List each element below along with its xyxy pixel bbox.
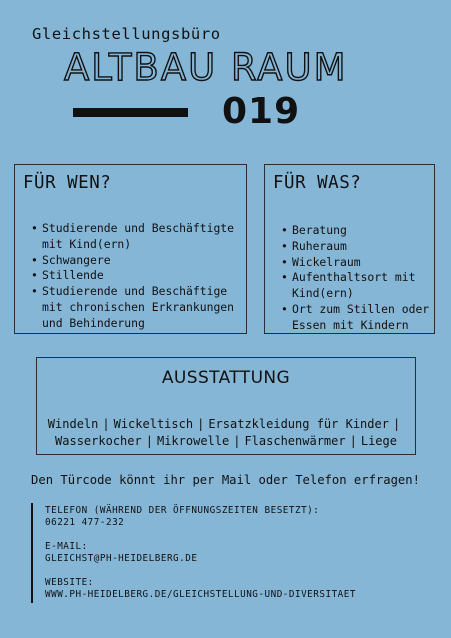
equipment-item: Ersatzkleidung für Kinder <box>208 417 389 431</box>
separator: | <box>145 433 153 448</box>
for-what-box <box>264 164 435 334</box>
list-item: • Ruheraum <box>281 239 433 255</box>
list-item: • Aufenthaltsort mit Kind(ern) <box>281 270 433 302</box>
list-item: • Ort zum Stillen oder Essen mit Kindern <box>281 302 433 334</box>
list-item: • Studierende und Beschäftige mit chronischen Erkrankungen und Behinderung <box>31 284 245 331</box>
website-label: WEBSITE: <box>45 577 94 588</box>
for-what-list <box>281 223 433 334</box>
equipment-heading: AUSSTATTUNG <box>161 368 291 388</box>
separator: | <box>102 417 110 431</box>
list-item: • Wickelraum <box>281 255 433 271</box>
equipment-list <box>37 416 415 449</box>
website-link[interactable]: WWW.PH-HEIDELBERG.DE/GLEICHSTELLUNG-UND-DIVERSITAET <box>45 589 356 600</box>
for-whom-box <box>14 164 247 334</box>
page-title: ALTBAU RAUM <box>64 46 348 89</box>
separator: | <box>392 417 401 431</box>
email-address[interactable]: GLEICHST@PH-HEIDELBERG.DE <box>45 553 198 564</box>
email-label: E-MAIL: <box>45 541 88 552</box>
separator: | <box>233 433 241 448</box>
door-code-notice: Den Türcode könnt ihr per Mail oder Telefon erfragen! <box>31 473 420 487</box>
equipment-item: Wickeltisch <box>113 417 194 431</box>
equipment-item: Liege <box>360 433 397 448</box>
phone-number[interactable]: 06221 477-232 <box>45 517 125 528</box>
decorative-bar <box>73 108 188 117</box>
phone-label: TELEFON (WÄHREND DER ÖFFNUNGSZEITEN BESETZT): <box>45 505 320 516</box>
for-whom-list <box>31 221 245 332</box>
separator: | <box>197 417 205 431</box>
for-whom-heading: FÜR WEN? <box>23 173 112 193</box>
contact-divider <box>31 503 33 603</box>
equipment-item: Flaschenwärmer <box>244 433 346 448</box>
room-number: 019 <box>222 91 301 132</box>
equipment-item: Windeln <box>47 417 99 431</box>
equipment-row <box>37 433 415 450</box>
list-item: • Beratung <box>281 223 433 239</box>
office-name: Gleichstellungsbüro <box>32 25 221 43</box>
list-item: • Studierende und Beschäftigte mit Kind(ern) <box>31 221 245 253</box>
list-item: • Schwangere <box>31 253 245 269</box>
for-what-heading: FÜR WAS? <box>273 173 362 193</box>
equipment-item: Wasserkocher <box>55 433 142 448</box>
list-item: • Stillende <box>31 268 245 284</box>
equipment-row <box>37 416 415 433</box>
equipment-item: Mikrowelle <box>156 433 230 448</box>
separator: | <box>349 433 357 448</box>
equipment-box <box>36 357 416 455</box>
